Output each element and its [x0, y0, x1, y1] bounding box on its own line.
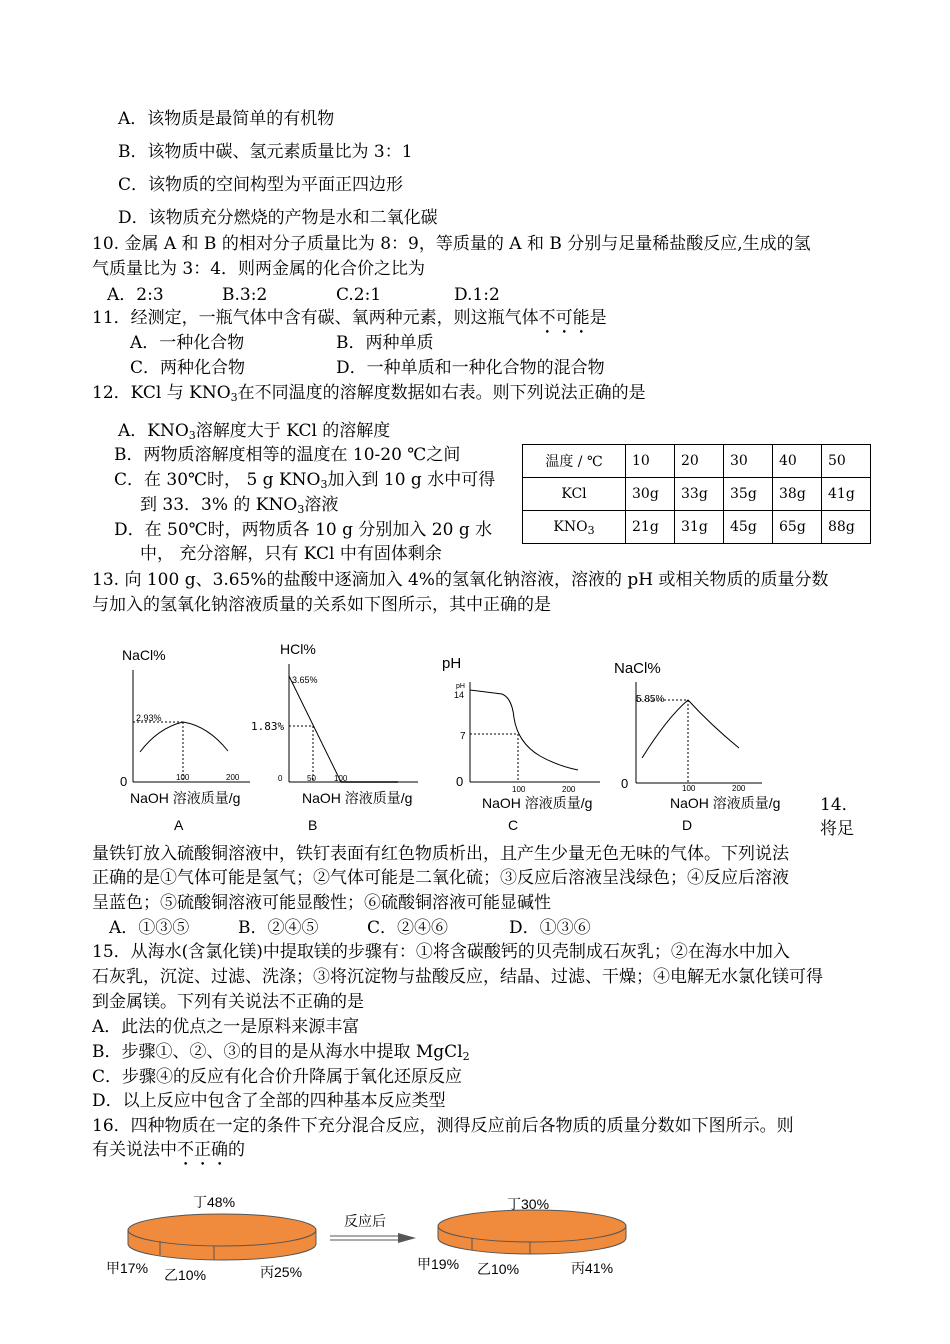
q16-stem-line1: 16．四种物质在一定的条件下充分混合反应，测得反应前后各物质的质量分数如下图所示。则 — [92, 1116, 794, 1136]
q12-option-c-line1: C．在 30℃时， 5 g $KNO_3$加入到 10 g 水中可得 — [114, 470, 496, 491]
graph-c-curve — [470, 690, 578, 770]
q13-stem-line1: 13. 向 100 g、3.65%的盐酸中逐滴加入 4%的氢氧化钠溶液，溶液的 pH 或相关物质的质量分数 — [92, 570, 829, 590]
graph-d-caption: D — [682, 817, 693, 833]
q14-option-d: D．①③⑥ — [509, 918, 591, 938]
graph-a — [110, 640, 260, 840]
q10-stem-line1: 10. 金属 A 和 B 的相对分子质量比为 8：9，等质量的 A 和 B 分别与足量稀盐酸反应,生成的氢 — [92, 234, 811, 254]
table-row-header — [523, 445, 871, 478]
pie-after-bing: 丙41% — [571, 1260, 614, 1276]
q15-option-d: D．以上反应中包含了全部的四种基本反应类型 — [92, 1091, 446, 1111]
q14-stem-line3: 呈蓝色；⑤硫酸铜溶液可能显酸性；⑥硫酸铜溶液可能显碱性 — [92, 893, 551, 913]
q10-option-b: B.3:2 — [222, 285, 268, 305]
graph-c-xlabel: NaOH 溶液质量/g — [482, 795, 593, 811]
pie-after-yi: 乙10% — [477, 1261, 520, 1277]
q14-option-a: A．①③⑤ — [109, 918, 190, 938]
table-cell: 21g — [626, 511, 675, 544]
q14-option-b: B．②④⑤ — [238, 918, 319, 938]
pie-before-bing: 丙25% — [260, 1264, 303, 1280]
q13-stem-line2: 与加入的氢氧化钠溶液质量的关系如下图所示，其中正确的是 — [92, 595, 551, 615]
table-cell: 温度 / ℃ — [523, 445, 626, 478]
graph-c-caption: C — [508, 817, 519, 833]
graph-b-xtick: 50 — [307, 774, 316, 783]
table-cell: $KNO_3$ — [523, 511, 626, 544]
q15-option-a: A．此法的优点之一是原料来源丰富 — [92, 1017, 360, 1037]
q12-option-d-line1: D．在 50℃时，两物质各 10 g 分别加入 20 g 水 — [114, 520, 493, 540]
q12-option-a: A．$KNO_3$溶解度大于 KCl 的溶解度 — [118, 421, 391, 442]
q15-stem-line3: 到金属镁。下列有关说法不正确的是 — [92, 992, 364, 1012]
q11-option-c: C．两种化合物 — [130, 358, 246, 378]
table-cell: 88g — [822, 511, 871, 544]
q14-stem-line2: 正确的是①气体可能是氢气；②气体可能是二氧化硫；③反应后溶液呈浅绿色；④反应后溶液 — [92, 868, 789, 888]
q15-stem-line2: 石灰乳，沉淀、过滤、洗涤；③将沉淀物与盐酸反应，结晶、过滤、干燥；④电解无水氯化镁可得 — [92, 967, 823, 987]
q11-option-d: D．一种单质和一种化合物的混合物 — [336, 358, 605, 378]
graph-b — [248, 640, 433, 840]
pie-before-top — [128, 1214, 316, 1246]
graph-a-mark: 2.93% — [136, 713, 162, 723]
graph-b-xlabel: NaOH 溶液质量/g — [302, 790, 413, 806]
graph-a-ylabel: NaCl% — [122, 647, 166, 663]
table-cell: 50 — [822, 445, 871, 478]
graph-a-origin: 0 — [120, 774, 128, 789]
q9-option-c: C．该物质的空间构型为平面正四边形 — [118, 175, 404, 195]
graph-d-mark: 5.85% — [636, 694, 665, 705]
q14-option-c: C．②④⑥ — [367, 918, 449, 938]
q11-option-b: B．两种单质 — [336, 333, 434, 353]
q12-option-b: B．两物质溶解度相等的温度在 10-20 ℃之间 — [114, 445, 461, 465]
graph-b-mark-top: 3.65% — [292, 675, 318, 685]
graph-c — [440, 648, 615, 840]
q9-option-a: A．该物质是最简单的有机物 — [118, 109, 335, 129]
graph-b-xtick: 0 — [278, 774, 283, 783]
graph-c-xtick: 200 — [562, 785, 576, 794]
graph-b-caption: B — [308, 817, 318, 833]
table-row-kcl — [523, 478, 871, 511]
graph-d-ylabel: NaCl% — [614, 660, 661, 677]
graph-c-small-label: pH — [456, 683, 465, 690]
q14-number: 14． — [820, 795, 859, 815]
table-cell: 40 — [773, 445, 822, 478]
reaction-arrow — [328, 1230, 420, 1246]
pie-after-top — [438, 1210, 626, 1242]
graph-a-xtick: 100 — [176, 773, 190, 782]
q14-stem-line1: 量铁钉放入硫酸铜溶液中，铁钉表面有红色物质析出，且产生少量无色无味的气体。下列说法 — [92, 844, 789, 864]
q10-option-d: D.1:2 — [454, 285, 500, 305]
graph-d-xlabel: NaOH 溶液质量/g — [670, 795, 781, 811]
q9-option-d: D．该物质充分燃烧的产物是水和二氧化碳 — [118, 208, 438, 228]
graph-d-xtick: 100 — [682, 784, 696, 793]
table-cell: 30 — [724, 445, 773, 478]
graph-b-mark-mid: 1.83% — [251, 720, 285, 733]
graph-c-origin: 0 — [456, 774, 464, 789]
q15-option-b: B．步骤①、②、③的目的是从海水中提取 MgCl$_2$ — [92, 1042, 470, 1063]
pie-before-ding: 丁48% — [193, 1194, 236, 1210]
q12-option-d-line2: 中， 充分溶解，只有 KCl 中有固体剩余 — [140, 544, 442, 564]
pie-after-ding: 丁30% — [507, 1196, 550, 1212]
q15-stem-line1: 15．从海水(含氯化镁)中提取镁的步骤有：①将含碳酸钙的贝壳制成石灰乳；②在海水中加入 — [92, 942, 790, 962]
graph-a-curve — [140, 722, 228, 752]
table-cell: 65g — [773, 511, 822, 544]
q16-stem-line2: 有关说法中不正确的 — [92, 1140, 245, 1160]
q10-option-c: C.2:1 — [336, 285, 382, 305]
table-cell: 30g — [626, 478, 675, 511]
q14-stem-start: 将足 — [820, 819, 854, 839]
graph-c-ylabel: pH — [442, 655, 462, 672]
solubility-table — [522, 444, 871, 544]
table-cell: 35g — [724, 478, 773, 511]
q10-option-a: A．2:3 — [107, 285, 164, 305]
pie-after-jia: 甲19% — [417, 1256, 460, 1272]
table-cell: 10 — [626, 445, 675, 478]
graph-b-line — [289, 676, 341, 782]
table-cell: 31g — [675, 511, 724, 544]
table-row-kno3 — [523, 511, 871, 544]
q9-option-b: B．该物质中碳、氢元素质量比为 3：1 — [118, 142, 413, 162]
graph-d-xtick: 200 — [732, 784, 746, 793]
graph-d — [612, 648, 812, 840]
table-cell: 38g — [773, 478, 822, 511]
graph-c-tick-top: 14 — [454, 690, 465, 700]
graph-a-caption: A — [174, 817, 184, 833]
q12-stem: 12．KCl 与 $KNO_3$在不同温度的溶解度数据如右表。则下列说法正确的是 — [92, 383, 646, 404]
graph-d-curve — [642, 700, 739, 758]
graph-a-xlabel: NaOH 溶液质量/g — [130, 790, 241, 806]
graph-a-xtick: 200 — [226, 773, 240, 782]
graph-c-tick-mid: 7 — [460, 731, 466, 742]
graph-c-xtick: 100 — [512, 785, 526, 794]
graph-b-xtick: 100 — [334, 774, 348, 783]
table-cell: 41g — [822, 478, 871, 511]
q11-stem: 11．经测定，一瓶气体中含有碳、氧两种元素，则这瓶气体不可能是 — [92, 308, 607, 328]
pie-before-yi: 乙10% — [164, 1267, 207, 1283]
table-cell: KCl — [523, 478, 626, 511]
arrow-label: 反应后 — [344, 1213, 386, 1229]
q15-option-c: C．步骤④的反应有化合价升降属于氧化还原反应 — [92, 1067, 463, 1087]
table-cell: 33g — [675, 478, 724, 511]
graph-d-origin: 0 — [621, 776, 629, 791]
q11-option-a: A．一种化合物 — [130, 333, 245, 353]
table-cell: 45g — [724, 511, 773, 544]
pie-before — [124, 1210, 324, 1270]
q10-stem-line2: 气质量比为 3：4．则两金属的化合价之比为 — [92, 259, 426, 279]
graph-b-ylabel: HCl% — [280, 641, 316, 657]
pie-before-jia: 甲17% — [106, 1260, 149, 1276]
table-cell: 20 — [675, 445, 724, 478]
arrow-head-icon — [398, 1233, 416, 1243]
q12-option-c-line2: 到 33．3% 的 $KNO_3$溶液 — [140, 495, 339, 516]
